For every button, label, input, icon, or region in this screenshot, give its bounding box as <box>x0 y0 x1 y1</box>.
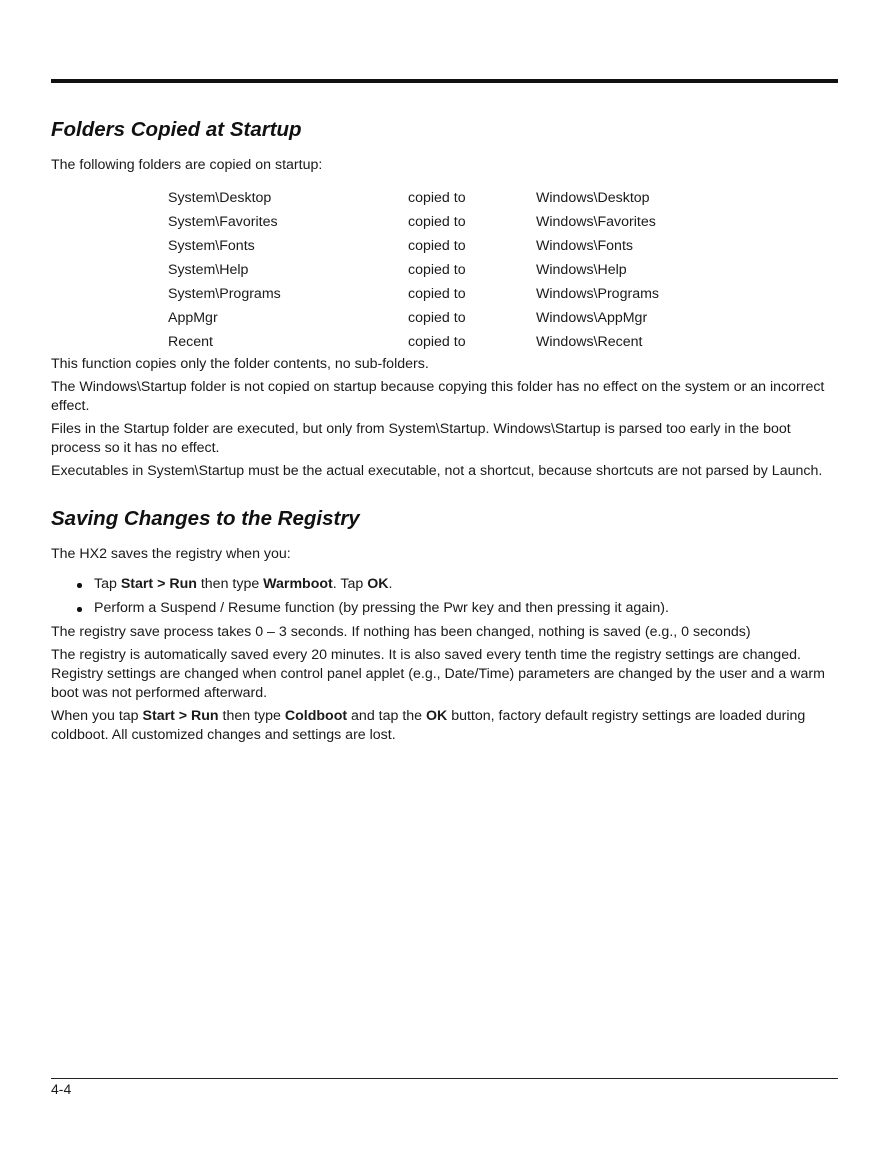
footer-rule <box>51 1078 838 1079</box>
text-run: Perform a Suspend / Resume function (by pressing the Pwr key and then pressing it again). <box>94 600 669 616</box>
paragraph-auto-save: The registry is automatically saved every 20 minutes. It is also saved every tenth time the registry settings are changed. Registry settings are changed when control panel applet (e.g., Date/Time) parameters are changed by the user and a warm boot was not performed afterward. <box>51 647 825 701</box>
table-row <box>168 282 736 306</box>
paragraph-executables: Executables in System\Startup must be the actual executable, not a shortcut, because shortcuts are not parsed by Launch. <box>51 463 823 479</box>
copied-to-label: copied to <box>408 261 466 278</box>
copied-to-label: copied to <box>408 189 466 206</box>
paragraph-save-duration: The registry save process takes 0 – 3 seconds. If nothing has been changed, nothing is saved (e.g., 0 seconds) <box>51 624 751 640</box>
table-row <box>168 234 736 258</box>
paragraph-startup-executed: Files in the Startup folder are executed, but only from System\Startup. Windows\Startup is parsed too early in the boot process so it has no effect. <box>51 421 791 456</box>
source-folder: System\Desktop <box>168 189 272 206</box>
target-folder: Windows\Help <box>536 261 627 278</box>
target-folder: Windows\Programs <box>536 285 659 302</box>
folders-intro: The following folders are copied on startup: <box>51 157 323 173</box>
target-folder: Windows\AppMgr <box>536 309 648 326</box>
target-folder: Windows\Desktop <box>536 189 650 206</box>
bold-command: OK <box>367 576 389 592</box>
registry-intro: The HX2 saves the registry when you: <box>51 546 291 562</box>
copied-to-label: copied to <box>408 237 466 254</box>
source-folder: System\Fonts <box>168 237 255 254</box>
page-number: 4-4 <box>51 1081 72 1097</box>
table-row <box>168 258 736 282</box>
list-item <box>51 599 841 618</box>
source-folder: System\Help <box>168 261 249 278</box>
paragraph-contents-only: This function copies only the folder contents, no sub-folders. <box>51 356 429 372</box>
text-run: . <box>388 576 393 592</box>
section-heading-registry: Saving Changes to the Registry <box>51 507 360 530</box>
header-rule <box>51 79 838 83</box>
page-content <box>51 116 841 749</box>
text-run: . Tap <box>332 576 368 592</box>
bullet-icon <box>77 583 82 588</box>
text-run: button, factory default registry settings are loaded during coldboot. All customized changes and settings are lost. <box>51 708 806 743</box>
source-folder: System\Favorites <box>168 213 278 230</box>
section-heading-folders: Folders Copied at Startup <box>51 118 302 141</box>
source-folder: Recent <box>168 333 213 350</box>
text-run: When you tap <box>51 708 143 724</box>
text-run: Tap <box>94 576 121 592</box>
bold-command: Warmboot <box>263 576 333 592</box>
copied-to-label: copied to <box>408 333 466 350</box>
bold-command: OK <box>425 708 448 724</box>
source-folder: System\Programs <box>168 285 281 302</box>
source-folder: AppMgr <box>168 309 218 326</box>
text-run: and tap the <box>347 708 426 724</box>
copied-to-label: copied to <box>408 309 466 326</box>
table-row <box>168 330 736 354</box>
copied-to-label: copied to <box>408 213 466 230</box>
bold-command: Start > Run <box>142 708 219 724</box>
text-run: then type <box>218 708 285 724</box>
table-row <box>168 306 736 330</box>
bold-command: Start > Run <box>120 576 197 592</box>
registry-save-list <box>51 575 841 618</box>
bold-command: Coldboot <box>284 708 348 724</box>
target-folder: Windows\Fonts <box>536 237 633 254</box>
bullet-icon <box>77 607 82 612</box>
copied-to-label: copied to <box>408 285 466 302</box>
paragraph-coldboot <box>51 707 841 745</box>
text-run: then type <box>196 576 264 592</box>
list-item <box>51 575 841 594</box>
table-row <box>168 186 736 210</box>
table-row <box>168 210 736 234</box>
paragraph-startup-not-copied: The Windows\Startup folder is not copied on startup because copying this folder has no effect on the system or an incorrect effect. <box>51 379 825 414</box>
target-folder: Windows\Favorites <box>536 213 656 230</box>
target-folder: Windows\Recent <box>536 333 643 350</box>
folder-copy-table <box>168 186 736 354</box>
registry-section <box>51 505 841 745</box>
